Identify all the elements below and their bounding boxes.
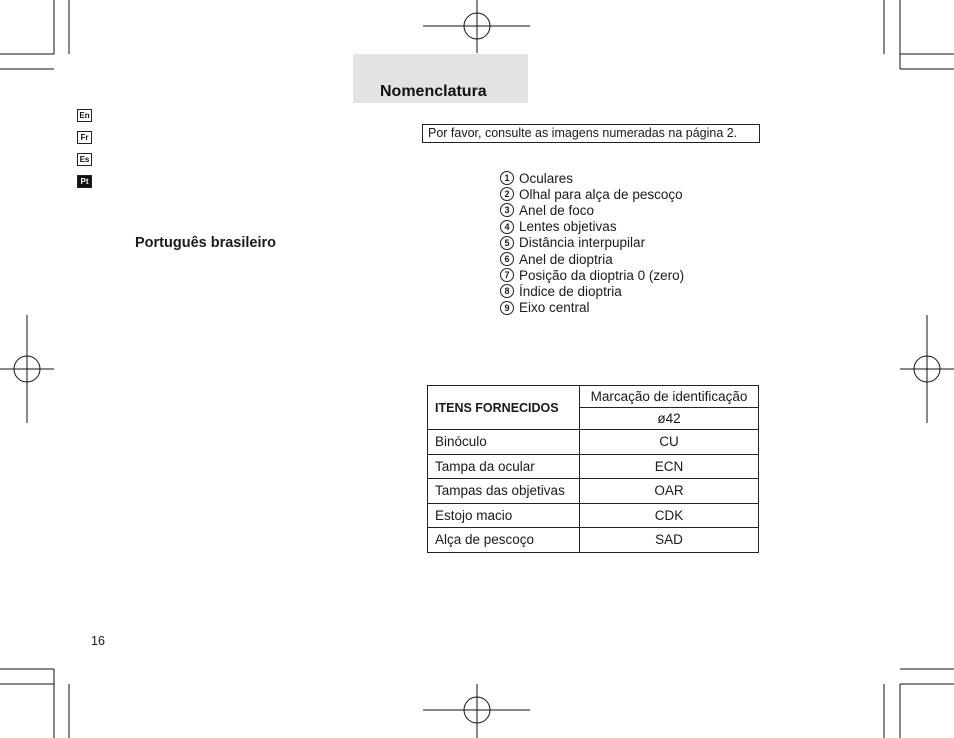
table-row xyxy=(428,430,759,455)
language-tab-pt[interactable]: Pt xyxy=(77,175,92,188)
part-number: 5 xyxy=(500,236,514,250)
item-name: Binóculo xyxy=(428,430,580,455)
part-label: Eixo central xyxy=(519,300,590,316)
table-row xyxy=(428,503,759,528)
item-name: Alça de pescoço xyxy=(428,528,580,553)
part-label: Olhal para alça de pescoço xyxy=(519,186,683,202)
item-code: SAD xyxy=(580,528,759,553)
item-name: Tampa da ocular xyxy=(428,454,580,479)
part-number: 8 xyxy=(500,284,514,298)
part-label: Lentes objetivas xyxy=(519,219,617,235)
part-label: Índice de dioptria xyxy=(519,283,622,299)
list-item xyxy=(500,186,684,202)
part-number: 6 xyxy=(500,252,514,266)
registration-mark-right xyxy=(900,315,954,423)
part-label: Anel de dioptria xyxy=(519,251,613,267)
item-name: Tampas das objetivas xyxy=(428,479,580,504)
language-tab-en[interactable]: En xyxy=(77,109,92,122)
list-item xyxy=(500,170,684,186)
part-label: Oculares xyxy=(519,170,574,186)
item-code: ECN xyxy=(580,454,759,479)
table-row xyxy=(428,454,759,479)
page-reference-note: Por favor, consulte as imagens numeradas na página 2. xyxy=(422,124,760,143)
list-item xyxy=(500,219,684,235)
list-item xyxy=(500,300,684,316)
registration-mark-bottom xyxy=(423,684,530,738)
table-row xyxy=(428,528,759,553)
part-number: 3 xyxy=(500,203,514,217)
page-number: 16 xyxy=(91,634,105,648)
table-header-model: ø42 xyxy=(580,408,759,430)
language-heading: Português brasileiro xyxy=(135,235,277,251)
part-number: 9 xyxy=(500,301,514,315)
table-header-items: ITENS FORNECIDOS xyxy=(428,386,580,430)
table-header-mark: Marcação de identificação xyxy=(580,386,759,408)
language-tab-fr[interactable]: Fr xyxy=(77,131,92,144)
list-item xyxy=(500,267,684,283)
registration-mark-left xyxy=(0,315,54,423)
list-item xyxy=(500,283,684,299)
language-tab-es[interactable]: Es xyxy=(77,153,92,166)
item-code: CU xyxy=(580,430,759,455)
item-code: OAR xyxy=(580,479,759,504)
list-item xyxy=(500,235,684,251)
table-header-row xyxy=(428,386,759,408)
part-number: 7 xyxy=(500,268,514,282)
item-code: CDK xyxy=(580,503,759,528)
parts-list xyxy=(500,170,684,316)
part-number: 2 xyxy=(500,187,514,201)
part-label: Posição da dioptria 0 (zero) xyxy=(519,267,685,283)
item-name: Estojo macio xyxy=(428,503,580,528)
part-number: 1 xyxy=(500,171,514,185)
supplied-items-table xyxy=(427,385,759,553)
list-item xyxy=(500,251,684,267)
registration-mark-top xyxy=(423,0,530,53)
part-number: 4 xyxy=(500,220,514,234)
part-label: Distância interpupilar xyxy=(519,235,646,251)
list-item xyxy=(500,202,684,218)
part-label: Anel de foco xyxy=(519,202,595,218)
table-row xyxy=(428,479,759,504)
section-title: Nomenclatura xyxy=(380,83,487,100)
